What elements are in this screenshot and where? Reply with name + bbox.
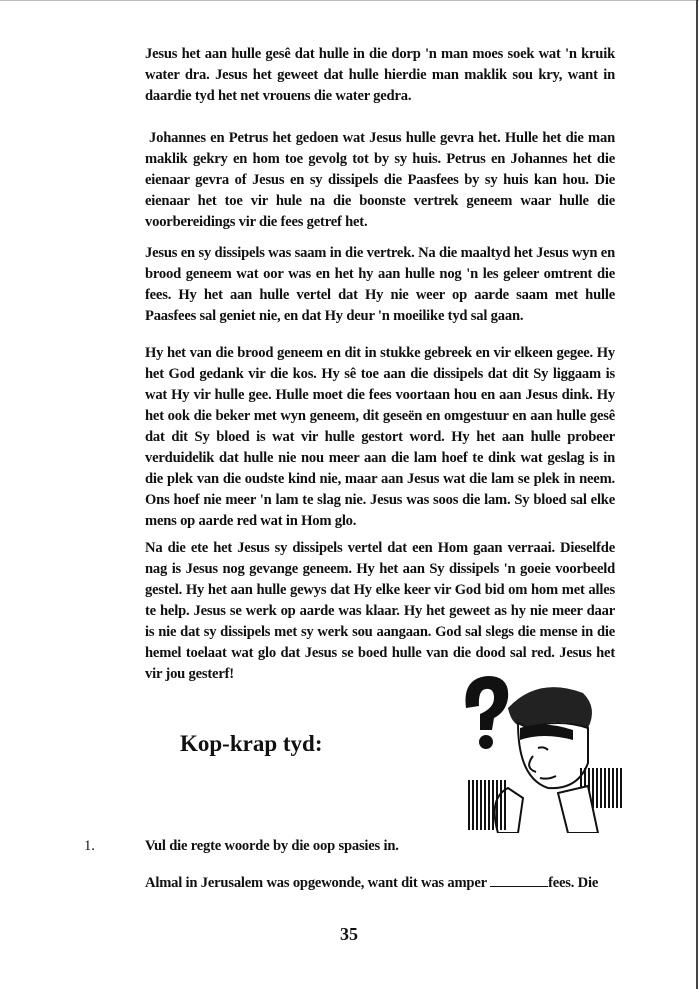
paragraph-5: Na die ete het Jesus sy dissipels vertel dat een Hom gaan verraai. Dieselfde nag is Jesus nog gevange geneem. Hy het aan Sy dissipels 'n goeie voorbeeld gestel. Hy het aan hulle gewys dat Hy elke keer vir God bid om hom met alles te help. Jesus se werk op aarde was klaar. Hy het geweet as hy nie meer daar is nie dat sy dissipels met sy werk sou aangaan. God sal slegs die mense in die hemel toelaat wat glo dat Jesus se boed hulle van die dood sal red. Jesus het vir jou gesterf! <box>145 540 615 682</box>
exercise-sentence <box>145 874 598 892</box>
thinking-person-illustration <box>448 668 628 833</box>
section-heading: Kop-krap tyd: <box>180 731 323 756</box>
paragraph-4: Hy het van die brood geneem en dit in stukke gebreek en vir elkeen gegee. Hy het God gedank vir die kos. Hy sê toe aan die dissipels dat dit Sy liggaam is wat Hy vir hulle gee. Hulle moet die fees voortaan hou en aan Jesus dink. Hy het ook die beker met wyn geneem, dit geseën en omgestuur en aan hulle gesê dat dit Sy bloed is wat vir hulle gestort word. Hy het aan hulle probeer verduidelik dat hulle nie nou meer aan die lam hoef te dink wat geslag is in die plek van die oudste kind nie, maar aan Jesus wat die lam se plek in neem. Ons hoef nie meer 'n lam te slag nie. Jesus was soos die lam. Sy bloed sal elke mens op aarde red wat in Hom glo. <box>145 345 615 529</box>
question-mark-icon <box>465 676 508 749</box>
sentence-end: fees. Die <box>548 875 599 891</box>
page-right-edge <box>696 0 698 989</box>
page-number: 35 <box>340 924 358 944</box>
paragraph-2: Johannes en Petrus het gedoen wat Jesus hulle gevra het. Hulle het die man maklik gekry en hom toe gevolg tot by sy huis. Petrus en Johannes het die eienaar gevra of Jesus en sy dissipels die Paasfees by sy huis kan hou. Die eienaar het toe vir hule na die boonste vertrek geneem waar hulle die voorbereidings vir die fees getref het. <box>145 130 615 230</box>
sentence-start: Almal in Jerusalem was opgewonde, want dit was amper <box>145 875 487 891</box>
fill-in-blank[interactable] <box>490 874 548 887</box>
paragraph-3: Jesus en sy dissipels was saam in die vertrek. Na die maaltyd het Jesus wyn en brood geneem wat oor was en het hy aan hulle nog 'n les geleer omtrent die fees. Hy het aan hulle vertel dat Hy nie weer op aarde saam met hulle Paasfees sal geniet nie, en dat Hy deur 'n moeilike tyd sal gaan. <box>145 245 615 324</box>
paragraph-1: Jesus het aan hulle gesê dat hulle in die dorp 'n man moes soek wat 'n kruik water dra. Jesus het geweet dat hulle hierdie man maklik sou kry, want in daardie tyd het net vrouens die water gedra. <box>145 46 615 104</box>
page-top-edge <box>0 0 699 1</box>
exercise-instruction: Vul die regte woorde by die oop spasies in. <box>145 838 399 854</box>
exercise-number: 1. <box>84 838 95 854</box>
